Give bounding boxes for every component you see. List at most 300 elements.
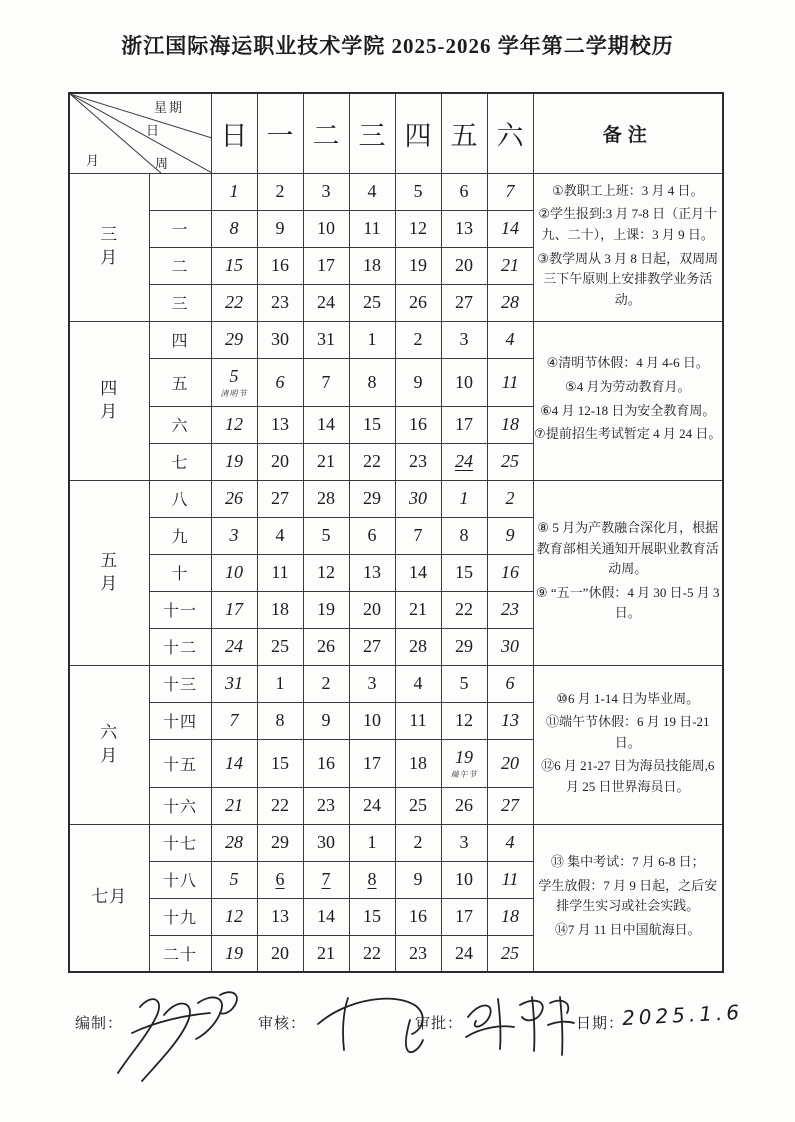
date-label: 日期：: [576, 1016, 625, 1032]
day-number: 24: [363, 795, 381, 815]
day-number: 1: [459, 488, 469, 508]
day-number: 26: [409, 292, 427, 312]
day-cell: [441, 321, 487, 358]
day-number: 16: [409, 414, 427, 434]
weekday-header-fri: 五: [441, 93, 487, 173]
day-number: 5: [413, 181, 423, 201]
day-number: 1: [367, 832, 377, 852]
day-cell: [303, 935, 349, 972]
day-number: 16: [271, 255, 289, 275]
day-cell: [349, 443, 395, 480]
day-number: 9: [413, 869, 423, 889]
day-number: 31: [317, 329, 335, 349]
day-number: 29: [455, 636, 473, 656]
day-cell: [349, 321, 395, 358]
remarks-cell: [533, 321, 723, 480]
day-number: 25: [363, 292, 381, 312]
day-number: 6: [505, 673, 515, 693]
day-number: 14: [225, 752, 243, 773]
day-cell: [257, 824, 303, 861]
day-cell: [211, 824, 257, 861]
day-number: 22: [455, 599, 473, 619]
day-cell: [211, 739, 257, 787]
day-number: 27: [455, 292, 473, 312]
day-number: 19: [317, 599, 335, 619]
day-number: 11: [271, 562, 289, 582]
day-number: 21: [501, 255, 519, 275]
day-cell: [303, 517, 349, 554]
day-number: 7: [321, 869, 331, 889]
day-cell: [303, 787, 349, 824]
day-number: 17: [363, 752, 381, 773]
day-cell: [487, 824, 533, 861]
day-cell: [487, 284, 533, 321]
week-number-cell: 十三: [149, 665, 211, 702]
day-cell: [395, 554, 441, 591]
day-cell: [487, 517, 533, 554]
day-number: 3: [459, 329, 469, 349]
day-number: 2: [413, 832, 423, 852]
holiday-label: 端午节: [450, 769, 478, 779]
day-number: 7: [229, 710, 239, 730]
day-cell: [211, 406, 257, 443]
day-cell: [487, 739, 533, 787]
day-number: 8: [367, 869, 377, 889]
day-number: 14: [409, 562, 427, 582]
day-number: 2: [275, 181, 285, 201]
day-number: 17: [455, 414, 473, 434]
day-number: 24: [225, 636, 243, 656]
day-cell: [303, 591, 349, 628]
day-cell: [487, 358, 533, 406]
remark-line: ⑦提前招生考试暂定 4 月 24 日。: [534, 426, 722, 442]
day-cell: [257, 210, 303, 247]
day-cell: [395, 210, 441, 247]
day-cell: [395, 406, 441, 443]
corner-month-label: 月: [86, 153, 100, 168]
day-cell: [487, 628, 533, 665]
week-number-cell: 八: [149, 480, 211, 517]
corner-day-label: 日: [146, 123, 160, 138]
day-number: 14: [317, 906, 335, 926]
week-row: [69, 173, 723, 210]
day-cell: [211, 173, 257, 210]
week-number-cell: 十七: [149, 824, 211, 861]
week-number-cell: 十八: [149, 861, 211, 898]
day-number: 3: [321, 181, 331, 201]
day-number: 10: [455, 371, 473, 392]
week-row: [69, 824, 723, 861]
corner-diagonals: [70, 94, 211, 173]
day-number: 12: [225, 414, 243, 434]
day-cell: [303, 480, 349, 517]
day-number: 11: [501, 869, 519, 889]
day-number: 4: [367, 181, 377, 201]
week-number-cell: 十五: [149, 739, 211, 787]
day-cell: [441, 665, 487, 702]
day-cell: [303, 443, 349, 480]
remarks-cell: [533, 173, 723, 321]
day-number: 11: [409, 710, 427, 730]
day-number: 17: [317, 255, 335, 275]
day-number: 24: [455, 451, 473, 471]
day-cell: [441, 406, 487, 443]
day-cell: [303, 898, 349, 935]
day-number: 17: [225, 599, 243, 619]
day-number: 11: [501, 371, 519, 392]
day-cell: [349, 210, 395, 247]
day-cell: [257, 321, 303, 358]
day-number: 29: [225, 329, 243, 349]
day-cell: [487, 861, 533, 898]
month-cell: 三 月: [69, 173, 149, 321]
header-row: [69, 93, 723, 173]
day-cell: [349, 247, 395, 284]
day-number: 22: [363, 451, 381, 471]
week-number-cell: 十九: [149, 898, 211, 935]
week-number-cell: 五: [149, 358, 211, 406]
day-number: 14: [317, 414, 335, 434]
day-number: 1: [229, 181, 239, 201]
day-cell: [257, 787, 303, 824]
day-cell: [441, 173, 487, 210]
day-cell: [395, 935, 441, 972]
remark-line: ⑥4 月 12-18 日为安全教育周。: [540, 402, 716, 418]
day-number: 28: [317, 488, 335, 508]
day-number: 28: [501, 292, 519, 312]
day-number: 8: [275, 710, 285, 730]
day-cell: [441, 358, 487, 406]
day-cell: [349, 358, 395, 406]
day-number: 21: [409, 599, 427, 619]
day-cell: [211, 591, 257, 628]
day-cell: [395, 787, 441, 824]
day-number: 7: [505, 181, 515, 201]
weekday-header-tue: 二: [303, 93, 349, 173]
day-number: 11: [363, 218, 381, 238]
week-number-cell: 二: [149, 247, 211, 284]
day-number: 29: [271, 832, 289, 852]
day-number: 8: [459, 525, 469, 545]
day-cell: [257, 898, 303, 935]
day-cell: [487, 665, 533, 702]
day-cell: [441, 702, 487, 739]
remark-line: ④清明节休假：4 月 4-6 日。: [546, 355, 709, 371]
day-number: 5: [229, 869, 239, 889]
day-cell: [211, 665, 257, 702]
date-value: 2025.1.6: [621, 999, 744, 1031]
day-cell: [395, 517, 441, 554]
remark-line: ⑤4 月为劳动教育月。: [565, 378, 691, 394]
remark-line: 学生放假：7 月 9 日起，之后安排学生实习或社会实践。: [538, 877, 718, 914]
day-cell: [487, 935, 533, 972]
day-cell: [303, 665, 349, 702]
approver-signature: [462, 993, 582, 1063]
day-number: 9: [321, 710, 331, 730]
calendar-table: [68, 92, 724, 973]
weekday-header-wed: 三: [349, 93, 395, 173]
day-cell: [349, 898, 395, 935]
day-cell: [257, 665, 303, 702]
remark-line: ①教职工上班：3 月 4 日。: [552, 182, 704, 198]
day-cell: [257, 554, 303, 591]
day-cell: [257, 358, 303, 406]
day-number: 27: [271, 488, 289, 508]
day-number: 16: [409, 906, 427, 926]
day-number: 13: [363, 562, 381, 582]
day-cell: [349, 554, 395, 591]
day-number: 3: [459, 832, 469, 852]
day-cell: [211, 702, 257, 739]
day-number: 15: [271, 752, 289, 773]
remark-line: ③教学周从 3 月 8 日起，双周周三下午原则上安排教学业务活动。: [537, 250, 719, 307]
day-number: 13: [455, 218, 473, 238]
day-cell: [211, 935, 257, 972]
day-cell: [487, 702, 533, 739]
day-cell: [257, 591, 303, 628]
day-number: 22: [271, 795, 289, 815]
day-cell: [257, 861, 303, 898]
day-cell: [487, 787, 533, 824]
day-cell: [349, 824, 395, 861]
day-number: 24: [317, 292, 335, 312]
corner-cell: [69, 93, 211, 173]
week-number-cell: 十六: [149, 787, 211, 824]
week-number-cell: 十二: [149, 628, 211, 665]
day-cell: [395, 898, 441, 935]
day-number: 19: [409, 255, 427, 275]
day-cell: [303, 321, 349, 358]
corner-zhou-label: 周: [155, 156, 169, 171]
day-number: 2: [321, 673, 331, 693]
day-cell: [211, 517, 257, 554]
day-cell: [441, 898, 487, 935]
review-label: 审核：: [258, 1016, 307, 1032]
day-cell: [395, 861, 441, 898]
corner-week-label: 星期: [154, 100, 185, 115]
day-number: 25: [409, 795, 427, 815]
week-number-cell: 三: [149, 284, 211, 321]
day-cell: [487, 443, 533, 480]
day-cell: [211, 628, 257, 665]
day-cell: [487, 591, 533, 628]
day-cell: [257, 480, 303, 517]
day-number: 16: [317, 752, 335, 773]
day-number: 15: [455, 562, 473, 582]
day-number: 18: [501, 906, 519, 926]
day-cell: [487, 554, 533, 591]
day-number: 6: [459, 181, 469, 201]
day-number: 16: [501, 562, 519, 582]
day-number: 23: [409, 451, 427, 471]
day-cell: [349, 935, 395, 972]
day-number: 2: [413, 329, 423, 349]
day-number: 29: [363, 488, 381, 508]
day-number: 6: [275, 371, 285, 392]
day-cell: [257, 935, 303, 972]
day-cell: [211, 443, 257, 480]
day-number: 9: [275, 218, 285, 238]
day-number: 18: [363, 255, 381, 275]
day-number: 25: [271, 636, 289, 656]
day-number: 5: [459, 673, 469, 693]
day-cell: [257, 406, 303, 443]
day-number: 23: [501, 599, 519, 619]
week-number-cell: 二十: [149, 935, 211, 972]
day-number: 10: [317, 218, 335, 238]
month-cell: 六 月: [69, 665, 149, 824]
day-number: 17: [455, 906, 473, 926]
day-cell: [257, 517, 303, 554]
day-cell: [395, 443, 441, 480]
day-cell: [257, 739, 303, 787]
remarks-cell: [533, 665, 723, 824]
day-cell: [303, 406, 349, 443]
day-cell: [211, 247, 257, 284]
remarks-cell: [533, 824, 723, 972]
day-cell: [395, 480, 441, 517]
day-cell: [349, 665, 395, 702]
remark-line: ⑪端午节休假：6 月 19 日-21 日。: [545, 714, 710, 750]
week-number-cell: 十四: [149, 702, 211, 739]
day-cell: [257, 443, 303, 480]
day-cell: [395, 173, 441, 210]
day-number: 30: [501, 636, 519, 656]
compiler-signature: [112, 985, 247, 1090]
day-number: 22: [225, 292, 243, 312]
day-cell: [349, 480, 395, 517]
day-number: 19: [225, 451, 243, 471]
week-number-cell: 十一: [149, 591, 211, 628]
day-number: 24: [455, 942, 473, 963]
day-cell: [349, 284, 395, 321]
remark-line: ②学生报到:3 月 7-8 日（正月十九、二十），上课：3 月 9 日。: [538, 206, 718, 242]
month-cell: 五 月: [69, 480, 149, 665]
day-cell: [487, 480, 533, 517]
day-number: 30: [317, 832, 335, 852]
day-cell: [211, 554, 257, 591]
weekday-header-thu: 四: [395, 93, 441, 173]
day-number: 21: [225, 795, 243, 815]
day-number: 13: [501, 710, 519, 730]
day-number: 30: [409, 488, 427, 508]
day-cell: [441, 591, 487, 628]
day-number: 25: [501, 942, 519, 963]
day-cell: [303, 702, 349, 739]
day-cell: [211, 480, 257, 517]
week-row: [69, 480, 723, 517]
remarks-cell: [533, 480, 723, 665]
day-number: 20: [455, 255, 473, 275]
holiday-label: 清明节: [220, 388, 248, 398]
day-cell: [303, 554, 349, 591]
day-number: 27: [363, 636, 381, 656]
day-number: 26: [317, 636, 335, 656]
day-cell: [487, 898, 533, 935]
week-row: [69, 665, 723, 702]
day-cell: [441, 210, 487, 247]
week-number-cell: 一: [149, 210, 211, 247]
day-cell: [303, 739, 349, 787]
day-number: 9: [505, 525, 515, 545]
day-cell: [395, 739, 441, 787]
compiled-label: 编制：: [75, 1016, 124, 1032]
day-number: 23: [317, 795, 335, 815]
day-number: 10: [225, 562, 243, 582]
day-cell: [349, 517, 395, 554]
day-number: 28: [225, 832, 243, 852]
day-number: 7: [321, 371, 331, 392]
day-number: 4: [505, 832, 515, 852]
day-cell: [395, 284, 441, 321]
day-number: 23: [271, 292, 289, 312]
day-cell: [349, 628, 395, 665]
day-cell: [395, 702, 441, 739]
day-number: 25: [501, 451, 519, 471]
day-cell: [303, 861, 349, 898]
day-cell: [441, 517, 487, 554]
day-number: 20: [501, 752, 519, 773]
day-cell: [441, 480, 487, 517]
remark-line: ⑭7 月 11 日中国航海日。: [554, 921, 701, 937]
day-number: 22: [363, 942, 381, 963]
day-cell: [441, 628, 487, 665]
day-cell: [395, 591, 441, 628]
day-number: 3: [229, 525, 239, 545]
day-cell: [303, 210, 349, 247]
day-number: 26: [225, 488, 243, 508]
day-number: 18: [409, 752, 427, 773]
day-number: 12: [317, 562, 335, 582]
day-cell: [349, 591, 395, 628]
day-number: 20: [271, 451, 289, 471]
day-number: 4: [505, 329, 515, 349]
day-number: 15: [225, 255, 243, 275]
day-number: 28: [409, 636, 427, 656]
day-number: 10: [455, 869, 473, 889]
page-title: 浙江国际海运职业技术学院 2025-2026 学年第二学期校历: [121, 34, 674, 58]
day-number: 12: [455, 710, 473, 730]
day-number: 9: [413, 371, 423, 392]
day-number: 5: [229, 365, 239, 386]
day-cell: [303, 824, 349, 861]
day-number: 14: [501, 218, 519, 238]
day-cell: [349, 861, 395, 898]
day-number: 1: [367, 329, 377, 349]
day-number: 26: [455, 795, 473, 815]
day-cell: [257, 284, 303, 321]
day-cell: [211, 321, 257, 358]
day-cell: [349, 702, 395, 739]
month-cell: 七月: [69, 824, 149, 972]
day-number: 20: [271, 942, 289, 963]
day-cell: [211, 210, 257, 247]
day-cell: [395, 665, 441, 702]
week-number-cell: 九: [149, 517, 211, 554]
day-cell: [395, 628, 441, 665]
remark-line: ⑧ 5 月为产教融合深化月，根据教育部相关通知开展职业教育活动周。: [536, 520, 719, 577]
day-cell: [211, 787, 257, 824]
day-number: 27: [501, 795, 519, 815]
remarks-header: 备注: [533, 93, 723, 173]
day-cell: [349, 787, 395, 824]
day-number: 20: [363, 599, 381, 619]
day-number: 8: [367, 371, 377, 392]
day-number: 19: [455, 746, 473, 767]
day-cell: [257, 247, 303, 284]
day-cell: [257, 628, 303, 665]
day-cell: [395, 247, 441, 284]
